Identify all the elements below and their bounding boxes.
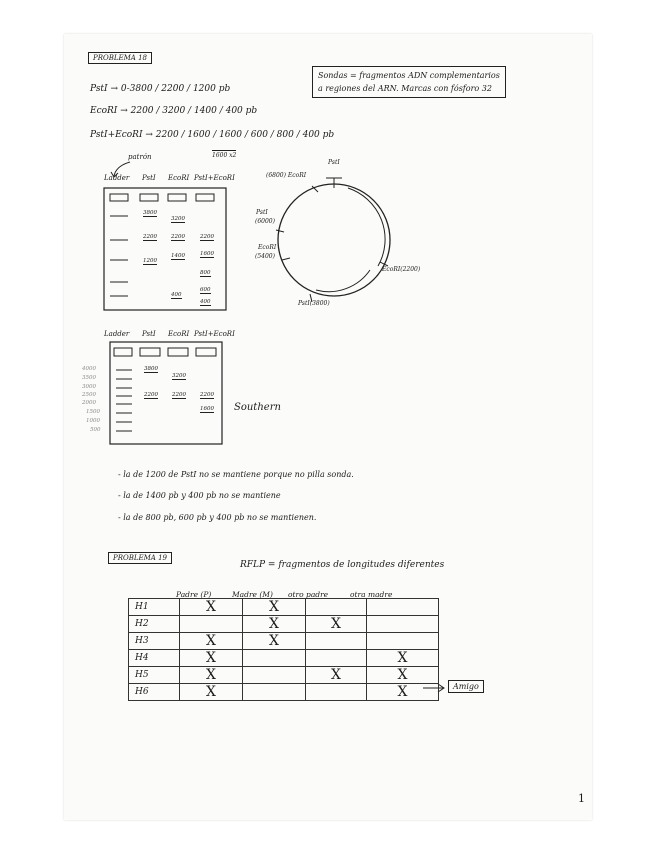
double-digest-line: PstI+EcoRI → 2200 / 1600 / 1600 / 600 / 800 / 400 pb (90, 130, 335, 140)
gel1-double-band: 2200 (200, 234, 214, 240)
problem19-title: PROBLEMA 19 (108, 552, 172, 564)
problem18-title: PROBLEMA 18 (88, 52, 152, 64)
col-header-padre: Padre (P) (176, 590, 212, 599)
map-psti-left: PstI (256, 209, 268, 216)
gel1-pst-band: 3800 (143, 210, 157, 216)
gel1-double-band: 800 (200, 270, 211, 276)
gel2-double-band: 2200 (200, 392, 214, 398)
gel1-pst-band: 2200 (143, 234, 157, 240)
ladder-size: 2500 (82, 392, 96, 398)
ladder-size: 1000 (86, 418, 100, 424)
gel1-header-ecori: EcoRI (168, 174, 190, 182)
mark-cell: X (206, 684, 216, 700)
sondas-line2: a regiones del ARN. Marcas con fósforo 32 (318, 84, 492, 93)
map-ecori-left-pos: (5400) (255, 253, 275, 260)
page-number: 1 (578, 792, 585, 805)
haplotype-label: H3 (129, 633, 180, 650)
note-line: - la de 1200 de PstI no se mantiene porque no pilla sonda. (118, 470, 354, 479)
ladder-size: 3500 (82, 375, 96, 381)
psti-line: PstI → 0-3800 / 2200 / 1200 pb (90, 84, 231, 94)
gel1-diagram (102, 186, 232, 314)
mark-cell: X (206, 599, 216, 615)
gel2-header-ecori: EcoRI (168, 330, 190, 338)
note-1600-x2: 1600 x2 (212, 152, 237, 159)
note-line: - la de 1400 pb y 400 pb no se mantiene (118, 491, 281, 500)
gel2-header-ladder: Ladder (104, 330, 130, 338)
table-row (129, 667, 439, 684)
gel2-pst-band: 3800 (144, 366, 158, 372)
note-line: - la de 800 pb, 600 pb y 400 pb no se mantienen. (118, 513, 317, 522)
haplotype-label: H4 (129, 650, 180, 667)
mark-cell: X (269, 633, 279, 649)
gel1-eco-band: 1400 (171, 253, 185, 259)
ladder-size: 500 (90, 427, 101, 433)
amigo-label: Amigo (448, 680, 484, 693)
ladder-size: 1500 (86, 409, 100, 415)
haplotype-label: H6 (129, 684, 180, 701)
haplotype-label: H2 (129, 616, 180, 633)
gel1-double-band: 1600 (200, 251, 214, 257)
gel2-header-psti: PstI (142, 330, 156, 338)
gel1-header-psti: PstI (142, 174, 156, 182)
ecori-line: EcoRI → 2200 / 3200 / 1400 / 400 pb (90, 106, 258, 116)
gel1-double-band: 400 (200, 299, 211, 305)
gel1-header-ladder: Ladder (104, 174, 130, 182)
table-row (129, 599, 439, 616)
gel1-eco-band: 2200 (171, 234, 185, 240)
ladder-size: 2000 (82, 400, 96, 406)
arrow-right-icon (422, 683, 446, 693)
gel2-eco-band: 2200 (172, 392, 186, 398)
map-psti-left-pos: (6000) (255, 218, 275, 225)
southern-label: Southern (234, 402, 281, 413)
haplotype-label: H5 (129, 667, 180, 684)
mark-cell: X (397, 684, 408, 700)
map-psti-bottom: PstI(3800) (298, 300, 330, 307)
gel2-header-double: PstI+EcoRI (194, 330, 235, 338)
gel1-pst-band: 1200 (143, 258, 157, 264)
rflp-table (128, 598, 439, 701)
col-header-otro-padre: otro padre (288, 590, 329, 599)
table-row (129, 650, 439, 667)
ladder-size: 4000 (82, 366, 96, 372)
mark-cell: X (206, 633, 216, 649)
gel1-eco-band: 400 (171, 292, 182, 298)
table-row (129, 684, 439, 701)
mark-cell: X (331, 616, 341, 632)
map-ecori-left: EcoRI (258, 244, 277, 251)
mark-cell: X (397, 667, 408, 683)
mark-cell: X (397, 650, 408, 666)
mark-cell: X (206, 667, 216, 683)
gel1-header-double: PstI+EcoRI (194, 174, 235, 182)
map-psti-top: PstI (328, 159, 340, 166)
plasmid-map-diagram (270, 166, 400, 308)
mark-cell: X (206, 650, 216, 666)
mark-cell: X (269, 599, 279, 615)
haplotype-label: H1 (129, 599, 180, 616)
col-header-otra-madre: otra madre (350, 590, 393, 599)
table-row (129, 616, 439, 633)
patron-label: patrón (128, 153, 152, 161)
table-row (129, 633, 439, 650)
gel2-double-band: 1600 (200, 406, 214, 412)
gel1-eco-band: 3200 (171, 216, 185, 222)
col-header-madre: Madre (M) (232, 590, 273, 599)
map-ecori-top: (6800) EcoRI (266, 172, 307, 179)
mark-cell: X (331, 667, 341, 683)
map-ecori-right: EcoRI(2200) (382, 266, 421, 273)
sondas-box (312, 66, 506, 98)
gel1-double-band: 600 (200, 287, 211, 293)
gel2-pst-band: 2200 (144, 392, 158, 398)
sondas-line1: Sondas = fragmentos ADN complementarios (318, 71, 500, 80)
gel2-eco-band: 3200 (172, 373, 186, 379)
ladder-size: 3000 (82, 384, 96, 390)
mark-cell: X (269, 616, 279, 632)
rflp-definition: RFLP = fragmentos de longitudes diferentes (240, 560, 445, 570)
